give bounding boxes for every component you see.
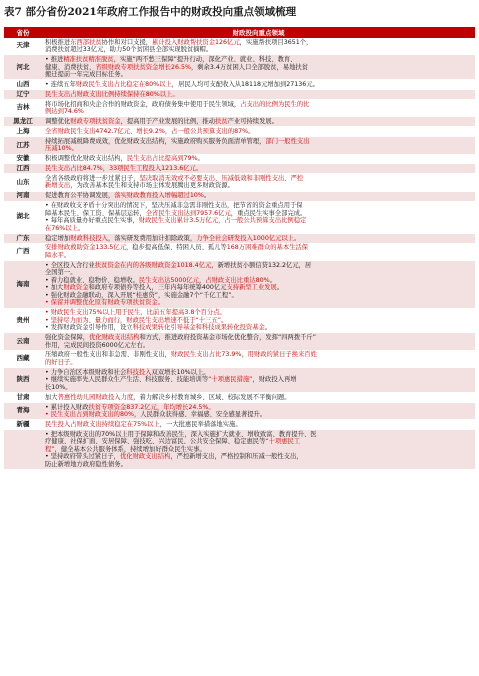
highlighted-text: 坚决取消无效或不必要支出、压减低效和非刚性支出、严控: [139, 174, 304, 182]
table-row: [4, 137, 475, 154]
content-cell: [42, 80, 475, 90]
highlighted-text: 扶贫: [88, 403, 102, 411]
content-text: 加大: [45, 393, 58, 401]
content-line: [45, 453, 472, 461]
content-text: 全国第一。: [45, 269, 77, 277]
content-cell: [42, 368, 475, 393]
province-cell: 上海: [4, 127, 42, 137]
province-cell: 黑龙江: [4, 117, 42, 127]
content-text: ，实施“两不愁三保障”提升行动，深化产业、就业、科技、教育、: [113, 56, 297, 64]
content-line: [45, 244, 472, 252]
content-text: ，落实研发费用加计扣除政策，: [107, 234, 197, 242]
content-cell: [42, 127, 475, 137]
table-row: [4, 430, 475, 470]
highlighted-text: 障水平。: [45, 251, 71, 259]
province-cell: 贵州: [4, 308, 42, 333]
content-text: ，重点民生实事全部完成。: [230, 209, 307, 217]
province-cell: 云南: [4, 333, 42, 350]
table-body: [4, 38, 475, 470]
content-line: [45, 269, 472, 277]
content-text: 障基本民生、保工资、保基层运转，: [45, 209, 146, 217]
highlighted-text: 科技投入: [126, 368, 152, 376]
content-text: 积极推进: [45, 38, 71, 46]
content-cell: [42, 430, 475, 470]
content-line: [45, 225, 472, 233]
content-text: ，稳步提高低保、特困人员、孤儿等: [126, 244, 227, 252]
province-cell: [4, 430, 42, 470]
highlighted-text: 优化财政支出结构: [89, 334, 140, 342]
content-line: [45, 91, 472, 99]
content-text: • 全区投入含行业: [45, 261, 95, 269]
province-cell: 广东: [4, 233, 42, 243]
province-cell: 甘肃: [4, 393, 42, 403]
fiscal-priority-table: [4, 27, 475, 470]
highlighted-text: • 坚持尽力而为、量力而行，财政民生支出增速不低于“十三五”。: [45, 316, 228, 324]
content-line: [45, 182, 472, 190]
highlighted-text: 扶贫资金: [94, 261, 120, 269]
highlighted-text: 财政专项扶贫资金: [70, 118, 121, 126]
content-text: • 累计投入财政: [45, 403, 89, 411]
content-line: [45, 309, 472, 317]
content-text: 持续拓展减税降费成效，优化财政支出结构，实施政府购买服务负面清单管理，: [45, 137, 266, 145]
province-cell: 广西: [4, 243, 42, 260]
content-text: ，财政投入再增: [252, 376, 297, 384]
content-text: ，新增扶贫小额信贷132.2亿元，居: [211, 261, 312, 269]
content-line: [45, 108, 472, 116]
content-cell: [42, 393, 475, 403]
province-cell: 山东: [4, 174, 42, 191]
province-cell: 海南: [4, 261, 42, 308]
content-line: [45, 71, 472, 79]
content-cell: [42, 55, 475, 80]
highlighted-text: 力争全社会研发投入1000亿元以上。: [196, 234, 301, 242]
highlighted-text: 全省财政民生支出4742.7亿元、增长9.2%，占一般公共预算支出的87%。: [45, 127, 255, 135]
content-text: 促进教育公平协调发展，: [45, 192, 115, 200]
province-cell: 辽宁: [4, 90, 42, 100]
content-text: 协作和对口支援，: [101, 38, 153, 46]
content-line: [45, 138, 472, 146]
content-text: ，实施帮扶项目3651个，: [239, 38, 313, 46]
content-line: [45, 46, 472, 54]
content-text: 压缩政府一般性支出和非急需、非刚性支出，: [45, 351, 171, 359]
content-text: ，着力解决乡村教育城乡、区域、校际发展不平衡问题。: [133, 393, 291, 401]
highlighted-text: 财政民生支出占比73.9%，用财政的紧日子换来百姓: [170, 351, 317, 359]
content-line: [45, 421, 472, 429]
highlighted-text: 精准扶贫精准脱贫: [63, 56, 114, 64]
content-cell: [42, 174, 475, 191]
table-row: [4, 350, 475, 367]
province-cell: 河北: [4, 55, 42, 80]
content-line: [45, 324, 472, 332]
content-line: [45, 252, 472, 260]
content-text: • 加大: [45, 284, 64, 292]
content-text: 。: [276, 284, 284, 292]
highlighted-text: “十项惠民工: [265, 438, 301, 446]
highlighted-text: 民生支出达5000亿元: [138, 276, 199, 284]
table-row: [4, 420, 475, 430]
highlighted-text: 占支出的比例为民生的比: [240, 100, 310, 108]
content-text: • 推进: [45, 56, 64, 64]
highlighted-text: 财政科技投入: [70, 234, 108, 242]
content-cell: [42, 201, 475, 233]
table-row: [4, 164, 475, 174]
content-text: 消费扶贫超过33亿元，助力50个贫困县全部实现脱贫摘帽。: [45, 46, 213, 54]
content-text: • 力争自治区本级财政和社会: [45, 368, 127, 376]
content-cell: [42, 261, 475, 308]
content-text: 搬迁提前一年完成目标任务。: [45, 71, 127, 79]
content-line: [45, 192, 472, 200]
table-title: 表7 部分省份2021年政府工作报告中的财政投向重点领域梳理: [4, 6, 297, 18]
table-row: [4, 261, 475, 308]
province-cell: 江西: [4, 164, 42, 174]
table-row: [4, 127, 475, 137]
table-header-row: [4, 27, 475, 38]
table-row: [4, 90, 475, 100]
content-cell: [42, 350, 475, 367]
content-line: [45, 235, 472, 243]
table-row: [4, 117, 475, 127]
content-line: [45, 284, 472, 292]
content-text: 作用，完成民间投资6000亿元左右。: [45, 341, 150, 349]
content-cell: [42, 154, 475, 164]
content-cell: [42, 402, 475, 419]
content-line: [45, 101, 472, 109]
highlighted-text: 在内的各级财政资金1018.4亿元: [119, 261, 212, 269]
highlighted-text: 占财政支出比重达80%: [205, 276, 270, 284]
table-row: [4, 191, 475, 201]
content-line: [45, 56, 472, 64]
highlighted-text: 程”: [45, 445, 55, 453]
content-text: 健康、消费扶贫，: [45, 63, 96, 71]
table-row: [4, 154, 475, 164]
content-line: [45, 461, 472, 469]
table-row: [4, 243, 475, 260]
content-text: 调整优化: [45, 118, 71, 126]
table-row: [4, 100, 475, 117]
highlighted-text: 东西部扶贫: [70, 38, 102, 46]
highlighted-text: 优化财政支出结构: [119, 453, 171, 461]
content-text: • 强化财政金融联动，深入开展“桂惠贷”，实施金融7个“千亿工程”。: [45, 291, 238, 299]
table-row: [4, 174, 475, 191]
content-text: 稳定增加: [45, 234, 71, 242]
province-cell: 吉林: [4, 100, 42, 117]
table-row: [4, 393, 475, 403]
content-cell: [42, 137, 475, 154]
highlighted-text: 新增支出: [45, 182, 71, 190]
highlighted-text: 专项资金837.2亿元，年均增长24.5%。: [101, 403, 215, 411]
highlighted-text: 168万困难群众的基本生活保: [226, 244, 309, 252]
table-row: [4, 333, 475, 350]
content-cell: [42, 38, 475, 55]
content-text: 。: [197, 155, 204, 163]
highlighted-text: 落实财政教育投入增幅超过10%: [114, 192, 204, 200]
content-text: 产业可持续发展。: [227, 118, 278, 126]
province-cell: 西藏: [4, 350, 42, 367]
content-text: 。: [264, 324, 272, 332]
content-text: • 在财政收支矛盾十分突出的情况下，坚决压减非急需非刚性支出，把节省的资金重点用于保: [45, 202, 303, 210]
content-text: ，健全基本公共服务体系，持续增加好群众民生实事。: [54, 445, 206, 453]
table-row: [4, 55, 475, 80]
highlighted-text: 财政民生支出占比稳定在80%以上: [75, 80, 172, 88]
highlighted-text: 民生支出占比84.7%，33项民生工程投入1213.6亿元。: [45, 165, 203, 173]
content-line: [45, 165, 472, 173]
content-line: [45, 384, 472, 392]
content-line: [45, 411, 472, 419]
highlighted-text: 民生支出占财政支出比例持续保持在80%以上。: [45, 90, 179, 98]
province-cell: 河南: [4, 191, 42, 201]
content-text: 双双增长10%以上。: [151, 368, 210, 376]
content-line: [45, 64, 472, 72]
content-text: • 发挥财政资金引导作用，设立: [45, 324, 133, 332]
table-row: [4, 80, 475, 90]
highlighted-text: 部门一般性支出: [265, 137, 310, 145]
highlighted-text: 财政民生支出累计3.5万亿元，占一般公共预算支出比例稳定: [138, 217, 307, 225]
highlighted-text: 支持新型工业发展: [226, 284, 277, 292]
content-text: 防止新增地方政府隐性债务。: [45, 460, 127, 468]
content-text: 。: [269, 276, 276, 284]
content-text: ，严控新增支出，严格控制和压减一般性支出，: [170, 453, 303, 461]
content-line: [45, 404, 472, 412]
highlighted-text: • 民生支出占到财政支出的80%: [45, 411, 134, 419]
content-line: [45, 376, 472, 384]
content-cell: [42, 308, 475, 333]
content-cell: [42, 90, 475, 100]
province-cell: 江苏: [4, 137, 42, 154]
content-text: 强化资金保障，: [45, 334, 90, 342]
table-row: [4, 402, 475, 419]
content-text: • 继续实施率先人民群众生产生活、科技服务、技能培训等: [45, 376, 209, 384]
content-text: ，提高用于产业发展的比例，推动: [120, 118, 216, 126]
province-cell: 陕西: [4, 368, 42, 393]
content-text: ，人民群众获得感、幸福感、安全感显著提升。: [133, 411, 267, 419]
content-text: ，一大批惠民举措落地实施。: [159, 420, 242, 428]
highlighted-text: “十项惠民措施”: [208, 376, 253, 384]
highlighted-text: 扶贫: [215, 118, 228, 126]
highlighted-text: 省级财政专项扶贫资金增长26.5%: [95, 63, 191, 71]
content-column-header: 财政投向重点领域: [42, 27, 475, 38]
table-row: [4, 308, 475, 333]
table-row: [4, 233, 475, 243]
content-cell: [42, 243, 475, 260]
content-text: 疗健康、社保扩面、安居保障、强技吃、兴边富民、公共安全保障、稳定惠民等: [45, 438, 266, 446]
content-cell: [42, 191, 475, 201]
content-line: [45, 81, 472, 89]
content-text: • 连续五年: [45, 80, 76, 88]
content-line: [45, 155, 472, 163]
province-cell: 新疆: [4, 420, 42, 430]
province-column-header: 省份: [4, 27, 42, 38]
content-cell: [42, 117, 475, 127]
province-cell: 天津: [4, 38, 42, 55]
content-text: 全省各级政府将进一步过紧日子，: [45, 174, 140, 182]
highlighted-text: 压减10%。: [45, 145, 78, 153]
content-text: 和方式，推进政府投资基金市场化优化整合，发挥“四两拨千斤”: [139, 334, 316, 342]
highlighted-text: 安排财政救助资金133.5亿元: [45, 244, 126, 252]
content-text: ，剩余3.4万贫困人口全部脱贫，易地扶贫: [190, 63, 309, 71]
content-text: • 把本级财政支出的70%以上用于保障和改善民生，深入实施扩大就业、增收致富、教育提升、医: [45, 430, 317, 438]
highlighted-text: • 财政民生支出75%以上用于民生，比前五年提高3.8个百分点。: [45, 309, 226, 317]
content-text: 。: [203, 192, 211, 200]
content-text: 和政府专项债券等投入，三年内每年统筹400亿元: [88, 284, 227, 292]
highlighted-text: 例达到74.6%: [45, 108, 84, 116]
highlighted-text: 全省民生支出达到7957.6亿元: [145, 209, 231, 217]
content-line: [45, 118, 472, 126]
content-line: [45, 217, 472, 225]
province-cell: 安徽: [4, 154, 42, 164]
province-cell: 湖北: [4, 201, 42, 233]
content-line: [45, 299, 472, 307]
content-line: [45, 145, 472, 153]
content-text: 长10%。: [45, 383, 72, 391]
content-cell: [42, 100, 475, 117]
table-row: [4, 201, 475, 233]
province-cell: 青海: [4, 402, 42, 419]
content-text: 积极调整优化财政支出结构，: [45, 155, 127, 163]
highlighted-text: 的好日子。: [45, 358, 77, 366]
content-text: • 坚持政府带头过紧日子，: [45, 453, 120, 461]
content-cell: [42, 233, 475, 243]
highlighted-text: • 保留并调整优化原有财政专项扶贫资金。: [45, 299, 165, 307]
highlighted-text: 累计投入财政帮扶资金126亿元: [152, 38, 240, 46]
table-row: [4, 38, 475, 55]
content-line: [45, 359, 472, 367]
content-line: [45, 334, 472, 342]
content-cell: [42, 333, 475, 350]
highlighted-text: 科技成果转化引导基金和科技成果转化投资基金: [132, 324, 265, 332]
content-cell: [42, 420, 475, 430]
content-text: ，为改善基本民生和支持市场主体发展腾出更多财政资源。: [70, 182, 234, 190]
table-row: [4, 368, 475, 393]
content-text: • 着力稳就业、稳物价、稳增收。: [45, 276, 139, 284]
highlighted-text: 在76%以上。: [45, 224, 85, 232]
content-line: [45, 202, 472, 210]
highlighted-text: 民生支出占比提高到79%: [126, 155, 198, 163]
content-text: ，: [198, 276, 206, 284]
content-text: • 每年高质量办好重点民生实事，: [45, 217, 139, 225]
content-text: 将市场化招商和央企合作的财政资金，政府债务集中使用于民生领域，: [45, 100, 241, 108]
content-line: [45, 394, 472, 402]
content-line: [45, 128, 472, 136]
content-line: [45, 262, 472, 270]
content-cell: [42, 164, 475, 174]
highlighted-text: 财政资金: [63, 284, 89, 292]
highlighted-text: 普惠性幼儿园财政投入力度: [57, 393, 134, 401]
province-cell: 山西: [4, 80, 42, 90]
content-line: [45, 438, 472, 446]
highlighted-text: 民生投入占财政支出持续稳定在75%以上: [45, 420, 160, 428]
content-line: [45, 342, 472, 350]
content-text: ，居民人均可支配收入从18118元增加到27136元。: [171, 80, 319, 88]
content-line: [45, 351, 472, 359]
